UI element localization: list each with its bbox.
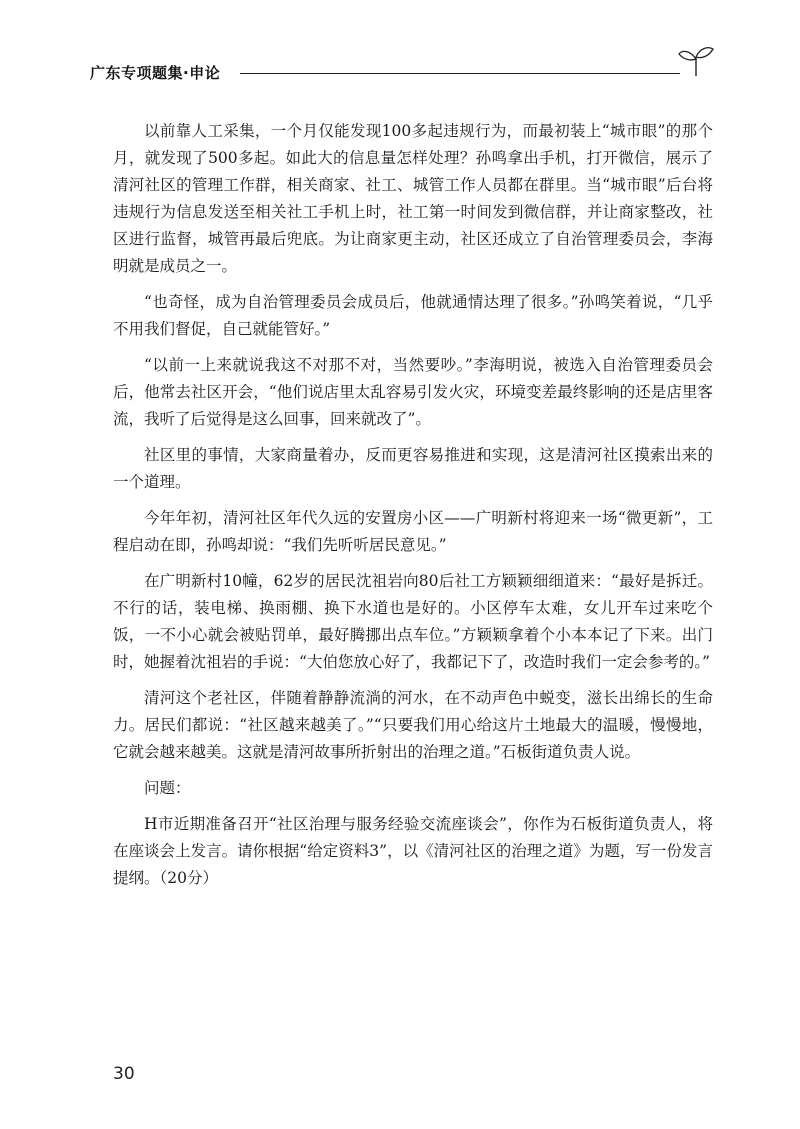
paragraph: “也奇怪，成为自治管理委员会成员后，他就通情达理了很多。”孙鸣笑着说，“几乎不用我们督促，自己就能管好。” xyxy=(113,293,713,338)
paragraph: 清河这个老社区，伴随着静静流淌的河水，在不动声色中蜕变，滋长出绵长的生命力。居民们都说：“社区越来越美了。”“只要我们用心给这片土地最大的温暖，慢慢地，它就会越来越美。这就是清河故事所折射出的治理之道。”石板街道负责人说。 xyxy=(113,689,713,761)
header-rule xyxy=(240,73,680,74)
page-number: 30 xyxy=(113,1064,135,1084)
sprout-icon xyxy=(676,42,716,78)
running-header-title: 广东专项题集·申论 xyxy=(90,64,221,82)
question-heading: 问题： xyxy=(144,779,191,797)
article-body xyxy=(113,118,713,901)
paragraph: 社区里的事情，大家商量着办，反而更容易推进和实现，这是清河社区摸索出来的一个道理。 xyxy=(113,446,713,491)
paragraph: 今年年初，清河社区年代久远的安置房小区——广明新村将迎来一场“微更新”，工程启动在即，孙鸣却说：“我们先听听居民意见。” xyxy=(113,509,713,554)
question-text: H市近期准备召开“社区治理与服务经验交流座谈会”，你作为石板街道负责人，将在座谈会上发言。请你根据“给定资料3”，以《清河社区的治理之道》为题，写一份发言提纲。（20分） xyxy=(113,815,713,887)
paragraph: “以前一上来就说我这不对那不对，当然要吵。”李海明说，被选入自治管理委员会后，他常去社区开会，“他们说店里太乱容易引发火灾，环境变差最终影响的还是店里客流，我听了后觉得是这么回事，回来就改了”。 xyxy=(113,356,713,428)
paragraph: 以前靠人工采集，一个月仅能发现100多起违规行为，而最初装上“城市眼”的那个月，就发现了500多起。如此大的信息量怎样处理？孙鸣拿出手机，打开微信，展示了清河社区的管理工作群，相关商家、社工、城管工作人员都在群里。当“城市眼”后台将违规行为信息发送至相关社工手机上时，社工第一时间发到微信群，并让商家整改，社区进行监督，城管再最后兜底。为让商家更主动，社区还成立了自治管理委员会，李海明就是成员之一。 xyxy=(113,122,713,275)
paragraph: 在广明新村10幢，62岁的居民沈祖岩向80后社工方颖颖细细道来：“最好是拆迁。不行的话，装电梯、换雨棚、换下水道也是好的。小区停车太难，女儿开车过来吃个饭，一不小心就会被贴罚单，最好腾挪出点车位。”方颖颖拿着个小本本记了下来。出门时，她握着沈祖岩的手说：“大伯您放心好了，我都记下了，改造时我们一定会参考的。” xyxy=(113,572,713,671)
running-header xyxy=(90,62,730,90)
